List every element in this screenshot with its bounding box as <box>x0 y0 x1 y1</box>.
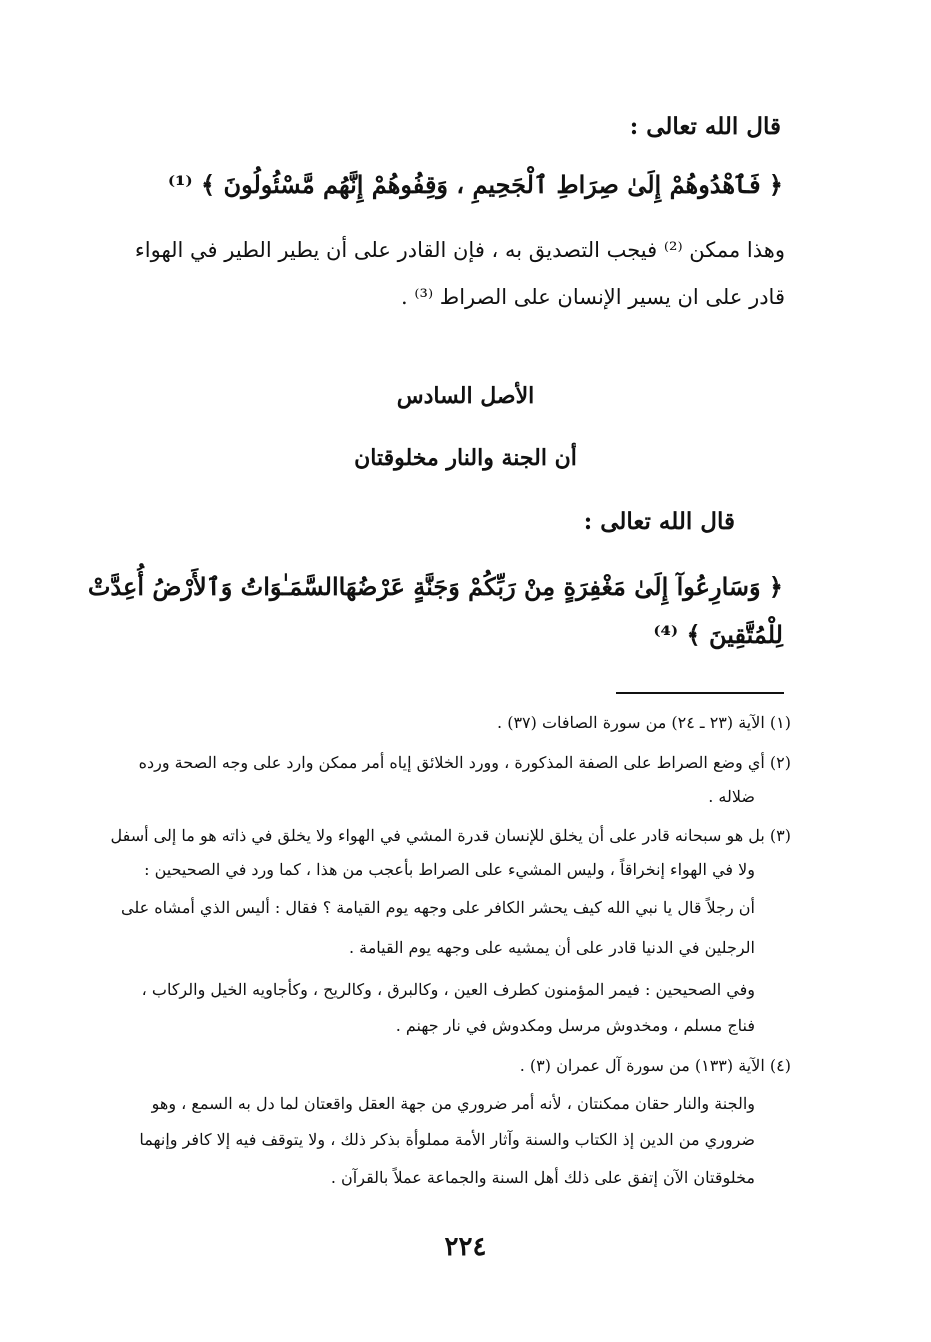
footnote: ضروري من الدين إذ الكتاب والسنة وآثار الأمة مملوأة بذكر ذلك ، ولا يتوقف فيه إلا كافر وإنهما <box>139 1130 755 1149</box>
paragraph-line: وهذا ممكن ⁽²⁾ فيجب التصديق به ، فإن القادر على أن يطير الطير في الهواء <box>134 238 785 262</box>
quran-verse: ﴿ فَٱهْدُوهُمْ إِلَىٰ صِرَاطِ ٱلْجَحِيمِ ، وَقِفُوهُمْ إِنَّهُم مَّسْئُولُونَ ﴾ ⁽¹⁾ <box>167 170 783 199</box>
intro-text: قال الله تعالى : <box>583 508 735 535</box>
footnote: ولا في الهواء إنخراقاً ، وليس المشيء على الصراط بأعجب من هذا ، كما ورد في الصحيحين : <box>144 860 755 879</box>
footnote: (١) الآية (٢٣ ـ ٢٤) من سورة الصافات (٣٧) . <box>497 713 791 732</box>
footnote: أن رجلاً قال يا نبي الله كيف يحشر الكافر على وجهه يوم القيامة ؟ فقال : أليس الذي أمشاه على <box>121 898 755 917</box>
footnote: (٣) بل هو سبحانه قادر على أن يخلق للإنسان قدرة المشي في الهواء ولا يخلق في ذاته هو ما إلى أسفل <box>110 826 791 845</box>
intro-text: قال الله تعالى : <box>629 113 781 140</box>
paragraph-line: قادر على ان يسير الإنسان على الصراط ⁽³⁾ . <box>401 285 785 309</box>
footnote: الرجلين في الدنيا قادر على أن يمشيه على وجهه يوم القيامة . <box>348 938 755 957</box>
section-title: الأصل السادس <box>396 383 535 409</box>
footnote: ضلاله . <box>708 787 755 806</box>
footnote: فناج مسلم ، ومخدوش مرسل ومكدوش في نار جهنم . <box>395 1016 755 1035</box>
quran-verse: لِلْمُتَّقِينَ ﴾ ⁽⁴⁾ <box>653 620 783 649</box>
footnote: مخلوقتان الآن إتفق على ذلك أهل السنة والجماعة عملاً بالقرآن . <box>330 1168 755 1187</box>
footnote: (٤) الآية (١٣٣) من سورة آل عمران (٣) . <box>519 1056 791 1075</box>
footnote: (٢) أي وضع الصراط على الصفة المذكورة ، وورد الخلائق إياه أمر ممكن وارد على وجه الصحة ورده <box>138 753 791 772</box>
footnote-divider <box>616 692 784 694</box>
quran-verse: ﴿ وَسَارِعُوآ إِلَىٰ مَغْفِرَةٍ مِنْ رَبِّكُمْ وَجَنَّةٍ عَرْضُهَاالسَّمَـٰوَاتُ وَٱلأَرْضُ أُعِدَّتْ <box>87 572 783 601</box>
page-number: ٢٢٤ <box>444 1232 487 1262</box>
footnote: والجنة والنار حقان ممكنتان ، لأنه أمر ضروري من جهة العقل واقعتان لما دل به السمع ، وهو <box>151 1094 755 1113</box>
footnote: وفي الصحيحين : فيمر المؤمنون كطرف العين ، وكالبرق ، وكالريح ، وكأجاويه الخيل والركاب ، <box>141 980 755 999</box>
section-subtitle: أن الجنة والنار مخلوقتان <box>354 445 577 471</box>
